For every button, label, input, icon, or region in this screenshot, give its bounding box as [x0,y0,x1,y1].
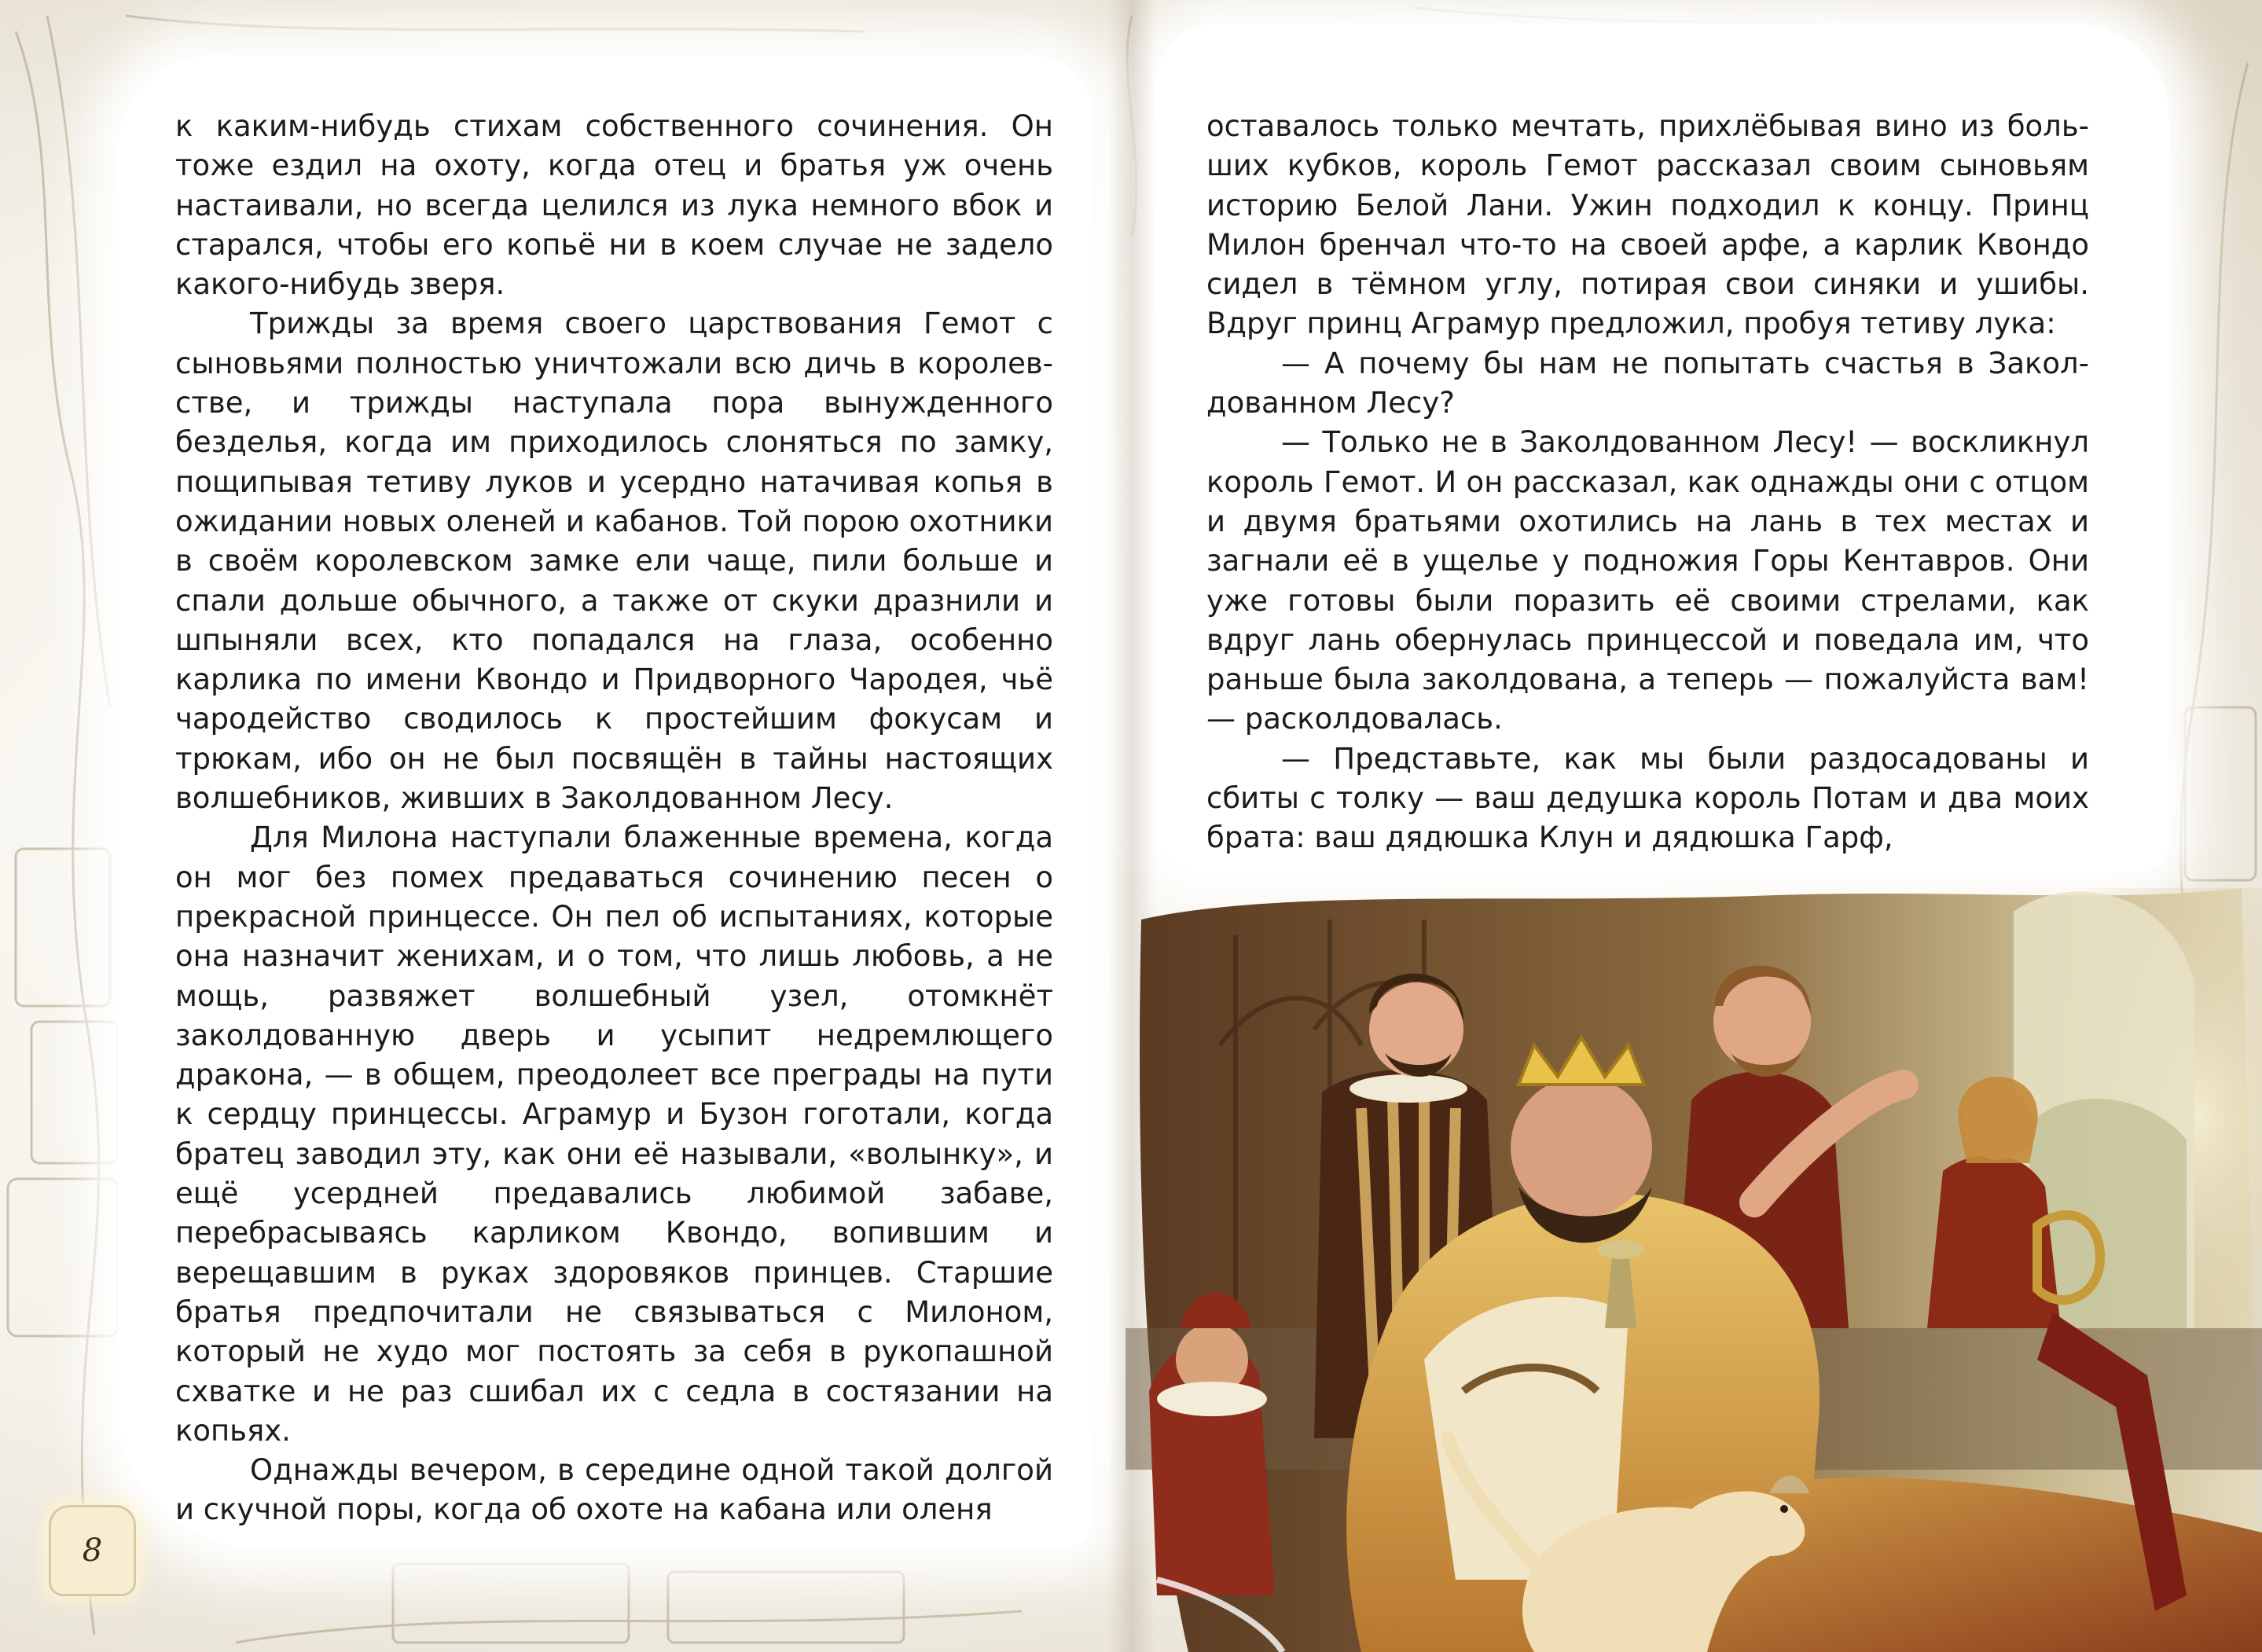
paragraph: Для Милона наступали блаженные времена, когда он мог без помех предаваться сочинению песен о прекрасной принцессе. Он пел об испытаниях, которые она назначит женихам, и о том, что лишь любовь, а не мощь, развяжет волшебный узел, отомкнёт заколдованную дверь и усыпит недремлющего дракона, — в общем, преодолеет все преграды на пути к сердцу принцессы. Аграмур и Бузон гоготали, когда братец заводил эту, как они её называли, «волынку», и ещё усердней предавались любимой забаве, перебрасываясь карликом Квондо, вопившим и верещавшим в руках здоровяков принцев. Старшие братья предпочитали не связываться с Милоном, который не худо мог постоять за себя в рукопашной схватке и не раз сшибал их с седла в состязании на копьях. [175,820,1053,1448]
paragraph: к каким-нибудь стихам собственного сочинения. Он тоже ездил на охоту, когда отец и братья уж очень настаивали, но всегда целился из лука немного вбок и старался, чтобы его копьё ни в коем случае не задело какого-нибудь зверя. [175,109,1053,302]
paragraph: — Только не в Заколдованном Лесу! — воскликнул король Гемот. И он рассказал, как однажды они с отцом и двумя братьями охотились на лань в тех местах и загнали её в ущелье у подножия Горы Кентавров. Они уже готовы были поразить её своими стрелами, как вдруг лань обернулась принцессой и поведала им, что раньше была заколдована, а теперь — пожалуйста вам! — расколдовалась. [1206,425,2089,736]
paragraph: — Представьте, как мы были раздосадованы и сбиты с толку — ваш дедушка король Потам и два моих брата: ваш дядюшка Клун и дядюшка Гарф, [1206,741,2089,855]
paragraph: оставалось только мечтать, прихлёбывая вино из больших кубков, король Гемот рассказал своим сыновьям историю Белой Лани. Ужин подходил к концу. Принц Милон бренчал что-то на своей арфе, а карлик Квондо сидел в тёмном углу, потирая свои синяки и ушибы. Вдруг принц Аграмур предложил, пробуя тетиву лука: [1206,109,2089,341]
paragraph: Однажды вечером, в середине одной такой долгой и скучной поры, когда об охоте на кабана или оленя [175,1453,1053,1527]
feast-illustration [1125,888,2262,1652]
right-page-text [1206,107,2089,858]
paragraph: Трижды за время своего царствования Гемот с сыновьями полностью уничтожали всю дичь в королевстве, и трижды наступала пора вынужденного безделья, когда им приходилось слоняться по замку, пощипывая тетиву луков и усердно натачивая копья в ожидании новых оленей и кабанов. Той порою охотники в своём королевском замке ели чаще, пили больше и спали дольше обычного, а также от скуки дразнили и шпыняли всех, кто попадался на глаза, особенно карлика по имени Квондо и Придворного Чародея, чьё чародейство сводилось к простейшим фокусам и трюкам, ибо он не был посвящён в тайны настоящих волшебников, живших в Заколдованном Лесу. [175,307,1053,816]
page-number: 8 [82,1533,103,1569]
page-number-badge [49,1505,136,1596]
paragraph: — А почему бы нам не попытать счастья в Заколдованном Лесу? [1206,346,2089,420]
left-page-text [175,107,1053,1530]
